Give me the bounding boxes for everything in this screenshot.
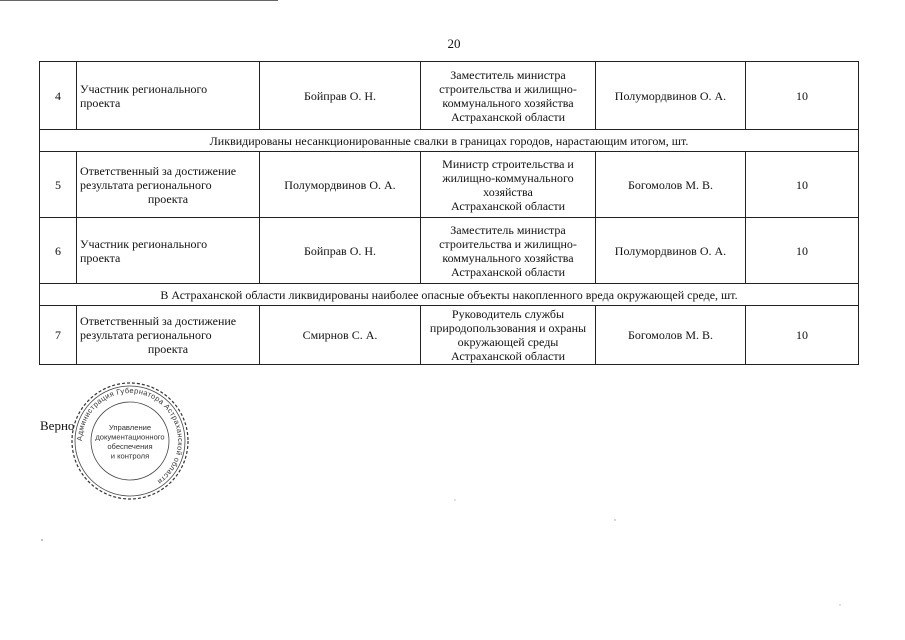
section-title: Ликвидированы несанкционированные свалки в границах городов, нарастающим итогом, шт. [40,130,859,152]
role-cell [77,152,260,218]
value-cell: 10 [746,218,859,284]
top-rule [0,0,278,1]
supervisor-name: Полумордвинов О. А. [596,62,746,130]
position-cell [421,62,596,130]
role-line: Участник регионального [80,236,208,251]
person-name: Полумордвинов О. А. [260,152,421,218]
role-line: проекта [147,191,189,206]
position-line: Министр строительства и [442,156,574,171]
value-cell: 10 [746,62,859,130]
position-line: жилищно-коммунального [442,170,574,185]
row-number: 6 [40,218,77,284]
stamp-center-text [95,423,164,461]
table-body [40,62,859,365]
position-line: Заместитель министра [450,222,566,237]
position-line: Астраханской области [450,198,566,213]
role-line: Участник регионального [80,81,208,96]
position-line: строительства и жилищно- [439,236,577,251]
stamp-center-line: и контроля [110,451,150,461]
role-line: проекта [80,95,121,110]
role-line: Ответственный за достижение [80,163,237,178]
value-cell: 10 [746,306,859,365]
position-cell [421,218,596,284]
role-line: результата регионального [80,177,212,192]
stamp-center-line: документационного [95,432,165,442]
table-row [40,306,859,365]
position-cell [421,306,596,365]
position-line: коммунального хозяйства [442,250,574,265]
row-number: 4 [40,62,77,130]
role-line: проекта [147,342,189,356]
position-line: окружающей среды [457,335,559,349]
position-line: строительства и жилищно- [439,81,577,96]
role-cell [77,306,260,365]
table-row [40,152,859,218]
table-row [40,62,859,130]
position-line: Руководитель службы [451,307,565,321]
role-cell [77,218,260,284]
position-line: коммунального хозяйства [442,95,574,110]
position-line: Заместитель министра [450,67,566,82]
official-stamp [70,381,190,501]
role-line: Ответственный за достижение [80,314,237,328]
section-title: В Астраханской области ликвидированы наиболее опасные объекты накопленного вреда окружающей среде, шт. [40,284,859,306]
position-line: Астраханской области [450,349,566,363]
role-line: проекта [80,250,121,265]
row-number: 7 [40,306,77,365]
role-line: результата регионального [80,328,212,342]
table-row [40,218,859,284]
person-name: Бойправ О. Н. [260,62,421,130]
position-line: природопользования и охраны [429,321,587,335]
row-number: 5 [40,152,77,218]
role-cell [77,62,260,130]
position-cell [421,152,596,218]
responsibility-table [39,61,859,365]
stamp-center-line: Управление [108,423,152,432]
position-line: Астраханской области [450,264,566,279]
position-line: Астраханской области [450,109,566,124]
section-row [40,130,859,152]
supervisor-name: Богомолов М. В. [596,152,746,218]
stamp-ring-text: Администрация Губернатора Астраханской области [74,385,186,487]
value-cell: 10 [746,152,859,218]
person-name: Бойправ О. Н. [260,218,421,284]
stamp-center-line: обеспечения [107,442,153,451]
supervisor-name: Богомолов М. В. [596,306,746,365]
section-row [40,284,859,306]
position-line: хозяйства [483,184,533,199]
page-number: 20 [447,36,461,51]
person-name: Смирнов С. А. [260,306,421,365]
verno-label: Верно [40,418,75,433]
supervisor-name: Полумордвинов О. А. [596,218,746,284]
